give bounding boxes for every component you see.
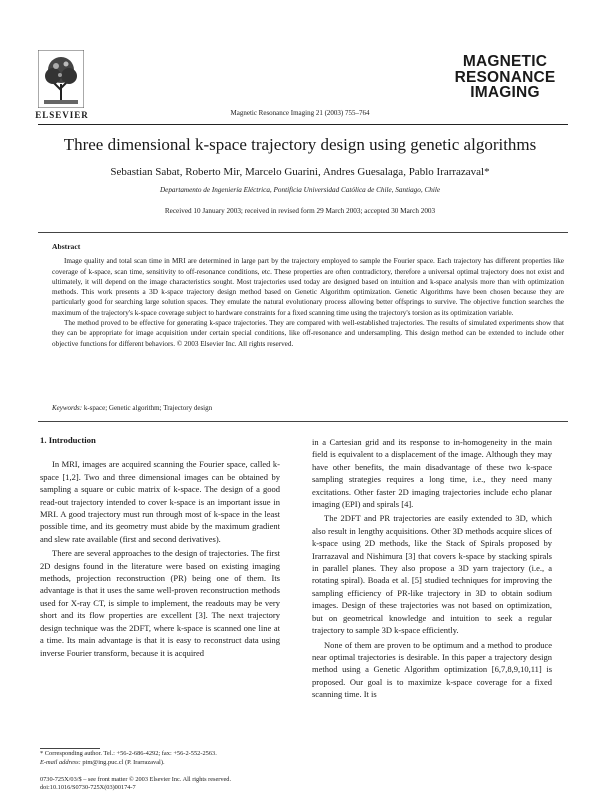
paper-title: Three dimensional k-space trajectory design using genetic algorithms <box>63 135 537 154</box>
body-paragraph: In MRI, images are acquired scanning the Fourier space, called k-space [1,2]. Two and three dimensional images can be obtained by sampling a square or cubic matrix of k-space. The design of a good read-out trajectory intended to cover k-space is an important issue in MRI. A good trajectory must run through most of k-space in the least possible time, and its geometry must abide by the maximum gradient and slew rate available (first and second derivatives). <box>40 459 280 544</box>
journal-logo-line: MAGNETIC <box>462 53 548 70</box>
footnote <box>40 750 290 768</box>
section-heading: 1. Introduction <box>40 435 96 445</box>
front-matter <box>40 776 360 792</box>
body-paragraph: in a Cartesian grid and its response to in-homogeneity in the main field is equivalent to a displacement of the image. Although they may have other benefits, the main disadvantage of these two k-space sampling strategies requires a long time, i.e., they need many excitations. Other faster 2D imaging trajectories include echo planar imaging (EPI) and spirals [4]. <box>312 437 552 510</box>
abstract-divider-top <box>38 232 568 233</box>
keywords-text: k-space; Genetic algorithm; Trajectory design <box>82 404 213 412</box>
paper-affiliation: Departamento de Ingeniería Eléctrica, Pontificia Universidad Católica de Chile, Santiago, Chile <box>159 186 441 194</box>
publisher-name: ELSEVIER <box>35 110 89 120</box>
journal-logo-line: IMAGING <box>470 84 540 101</box>
header-divider <box>38 124 568 125</box>
body-paragraph: There are several approaches to the design of trajectories. The first 2D designs found in the literature were based on existing imaging methods, projection reconstruction (PR) being one of them. Its advantage is that it uses the same well-proven reconstruction methods used for X-ray CT, is simple to implement, the readouts may be very short and its flow properties are excellent [3]. The next trajectory design technique was the 2DFT, where k-space is scanned one line at a time. Its main advantage is that it is easy to reconstruct data using inverse Fourier transform, because it is acquired <box>40 548 280 658</box>
abstract-paragraph: The method proved to be effective for generating k-space trajectories. They are compared with well-established trajectories. The results of simulated experiments show that they can be appropriate for image acquisition under certain special conditions, like off-resonance and undersampling. This design method can be extended to include other objective functions for different behaviors. © 2003 Elsevier Inc. All rights reserved. <box>52 319 564 348</box>
body-paragraph: The 2DFT and PR trajectories are easily extended to 3D, which also result in lengthy acquisitions. Other 3D methods acquire slices of k-space using 2D methods, like the Stack of Spirals proposed by Irarrazaval and Nishimura [3] that covers k-space by stacking spirals in parallel planes. They also propose a 3D yarn trajectory (i.e., a rotating spiral). Boada et al. [5] studied techniques for improving the sampling efficiency of PR-like trajectory in 3D to obtain sodium images. Design of these trajectories was not based on optimization, but on geometrical knowledge and intuition to seek a regular trajectory to sample 3D k-space efficiently. <box>312 513 552 636</box>
journal-logo-line: RESONANCE <box>454 68 556 86</box>
right-column <box>312 436 552 703</box>
footnote-corresponding: * Corresponding author. Tel.: +56-2-686-4292; fax: +56-2-552-2563. <box>40 750 217 757</box>
journal-logo <box>444 54 566 101</box>
keywords-label: Keywords: <box>52 404 83 412</box>
issn-line: 0730-725X/03/$ – see front matter © 2003 Elsevier Inc. All rights reserved. <box>40 776 232 783</box>
keywords <box>52 404 564 412</box>
body-paragraph: None of them are proven to be optimum and a method to produce near optimal trajectories is desirable. In this paper a trajectory design method using a Genetic Algorithm optimization [6,7,8,9,10,11] is proposed. Our goal is to maximize k-space coverage for a fixed scanning time. It is <box>312 639 552 700</box>
doi-line: doi:10.1016/S0730-725X(03)00174-7 <box>40 784 136 792</box>
abstract <box>52 242 564 349</box>
paper-authors: Sebastian Sabat, Roberto Mir, Marcelo Guarini, Andres Guesalaga, Pablo Irarrazaval* <box>110 166 490 178</box>
email-address: pim@ing.puc.cl (P. Irarrazaval). <box>80 758 165 766</box>
abstract-divider-bottom <box>38 421 568 422</box>
footnote-divider <box>40 748 100 749</box>
left-column <box>40 434 280 661</box>
email-label: E-mail address: <box>40 758 81 766</box>
journal-citation: Magnetic Resonance Imaging 21 (2003) 755–764 <box>230 109 370 117</box>
abstract-heading: Abstract <box>52 242 81 251</box>
paper-dates: Received 10 January 2003; received in revised form 29 March 2003; accepted 30 March 2003 <box>164 207 436 215</box>
publisher-logo-tree-icon <box>38 50 84 108</box>
abstract-paragraph: Image quality and total scan time in MRI are determined in large part by the trajectory employed to sample the Fourier space. Each trajectory has different properties like coverage of k-space, scan time, sensitivity to off-resonance conditions, etc. These properties are often contradictory, therefore a universal optimal trajectory does not exist and ultimately, it will depend on the image characteristics sought. Most trajectories used today are designed based on intuition and k-space analysis more than with optimization methods. This work presents a 3D k-space trajectory design method based on Genetic Algorithm optimization. Genetic Algorithms have been chosen because they are particularly good for searching large solution spaces. They emulate the natural evolutionary process allowing better offsprings to survive. The objective function searches the maximum of the trajectory's k-space coverage subject to hardware constraints for a fixed scanning time using the trajectory's torsion as its optimization variable. <box>52 257 564 317</box>
